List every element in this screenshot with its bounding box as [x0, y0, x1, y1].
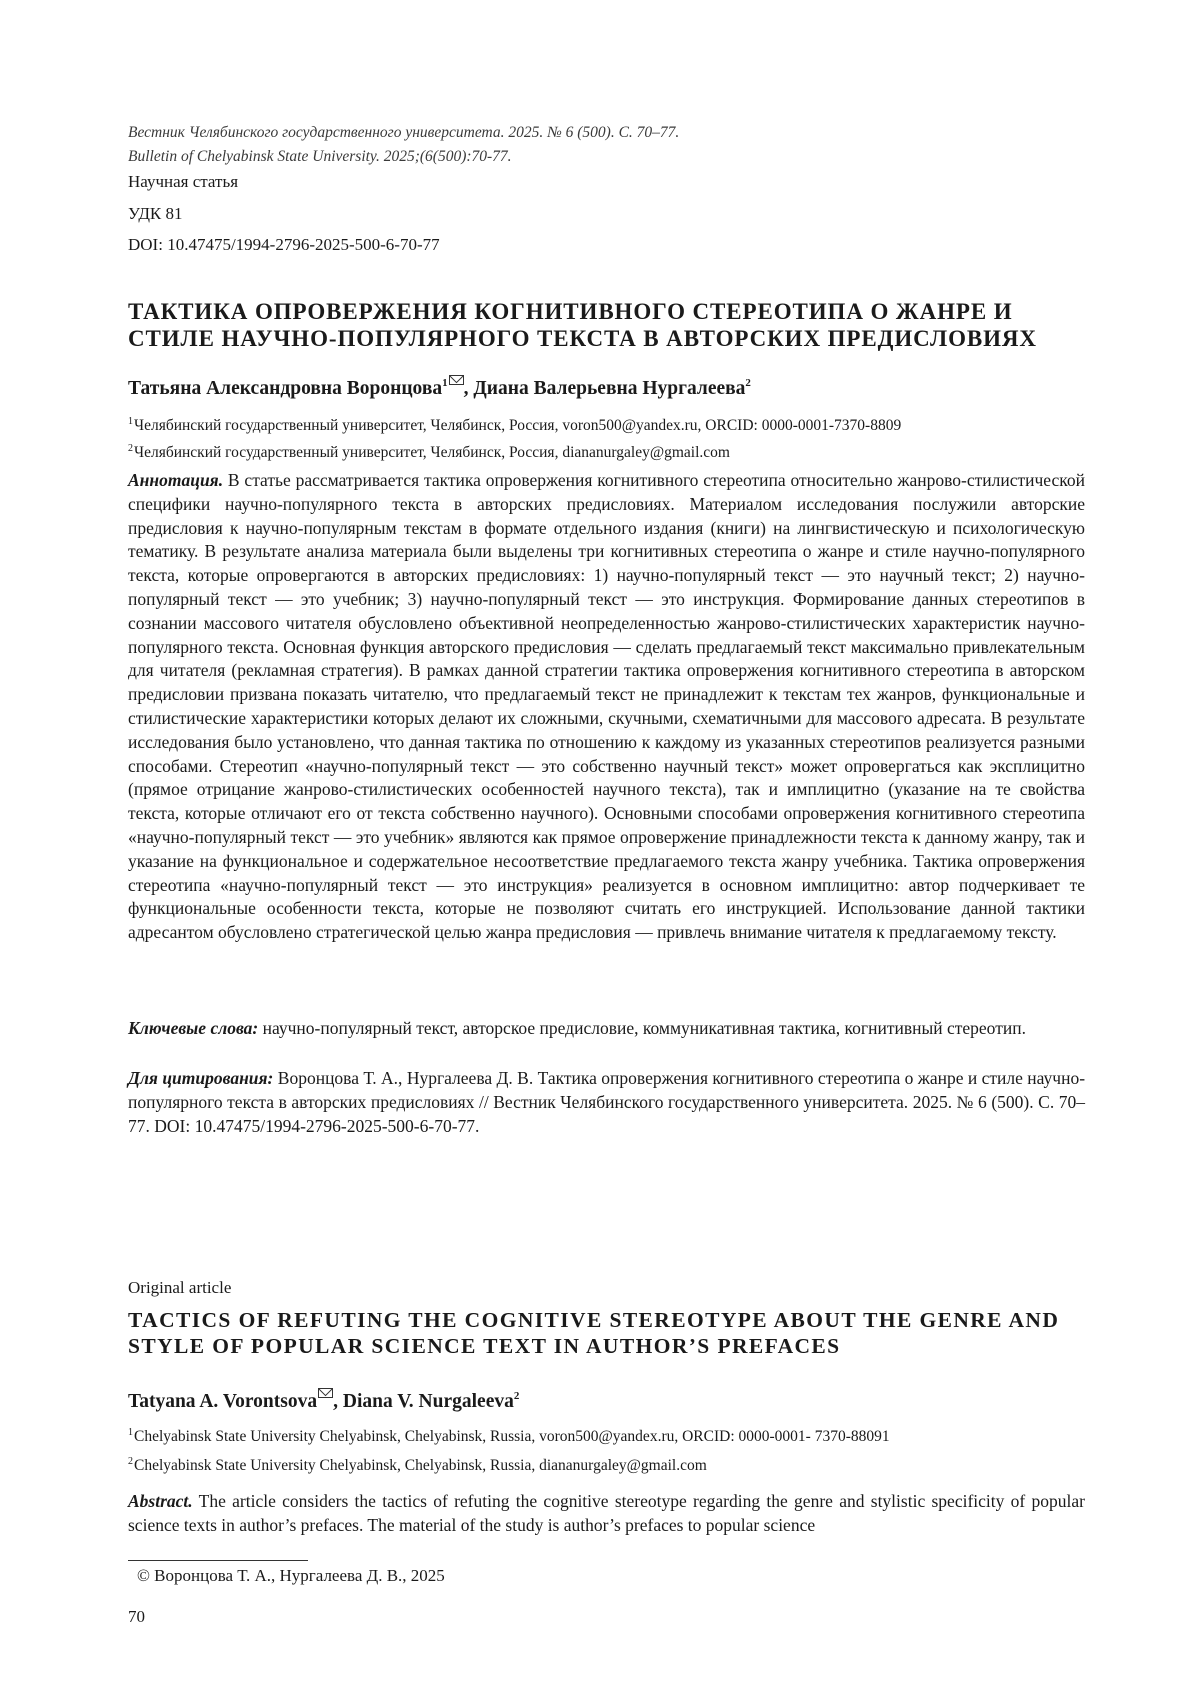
affiliation-2-en: [128, 1452, 1088, 1476]
abstract-ru: [128, 469, 1085, 945]
author-separator-en: ,: [333, 1391, 343, 1412]
page-number: 70: [128, 1607, 145, 1626]
author-2-en: Diana V. Nurgaleeva: [342, 1391, 514, 1412]
doi: DOI: 10.47475/1994-2796-2025-500-6-70-77: [128, 235, 440, 254]
keywords-ru: [128, 1017, 1085, 1041]
abstract-en-label: Abstract.: [128, 1491, 193, 1511]
citation-text: Воронцова Т. А., Нургалеева Д. В. Тактика опровержения когнитивного стереотипа о жанре и стиле научно-популярного текста в авторских предисловиях // Вестник Челябинского государственного университета. 2025. № 6 (500). С. 70–77. DOI: 10.47475/1994-2796-2025-500-6-70-77.: [128, 1068, 1086, 1136]
author-2-en-affiliation-mark: 2: [513, 1390, 520, 1402]
author-2-affiliation-mark: 2: [745, 377, 751, 389]
author-2: Диана Валерьевна Нургалеева: [473, 378, 746, 399]
citation-ru: [128, 1067, 1085, 1138]
envelope-icon: [318, 1388, 333, 1398]
abstract-en: [128, 1490, 1085, 1538]
affiliation-2-mark: 2: [128, 443, 133, 454]
journal-header: [128, 121, 679, 169]
author-1-en: Tatyana A. Vorontsova: [128, 1391, 318, 1412]
citation-label: Для цитирования:: [128, 1068, 274, 1088]
journal-citation-ru: Вестник Челябинского государственного университета. 2025. № 6 (500). С. 70–77.: [128, 124, 680, 141]
abstract-text: В статье рассматривается тактика опровержения когнитивного стереотипа относительно жанрово-стилистической специфики научно-популярного текста в авторских предисловиях. Материалом исследования послужили авторские предисловия к научно-популярным текстам в формате отдельного издания (книги) на лингвистическую и психологическую тематику. В результате анализа материала были выделены три когнитивных стереотипа о жанре и стиле научно-популярного текста, которые опровергаются в авторских предисловиях: 1) научно-популярный текст — это научный текст; 2) научно-популярный текст — это учебник; 3) научно-популярный текст — это инструкция. Формирование данных стереотипов в сознании массового читателя обусловлено объективной неопределенностью жанрово-стилистических характеристик научно-популярного текста. Основная функция авторского предисловия — сделать предлагаемый текст максимально привлекательным для читателя (рекламная стратегия). В рамках данной стратегии тактика опровержения когнитивного стереотипа в авторском предисловии призвана показать читателю, что предлагаемый текст не принадлежит к текстам тех жанров, функциональные и стилистические характеристики которых делают их сложными, скучными, схематичными для массового адресата. В результате исследования было установлено, что данная тактика по отношению к каждому из указанных стереотипов реализуется разными способами. Стереотип «научно-популярный текст — это собственно научный текст» может опровергаться как эксплицитно (прямое отрицание жанрово-стилистических особенностей научного текста), так и имплицитно (указание на те свойства текста, которые отличают его от текста собственно научного). Основными способами опровержения когнитивного стереотипа «научно-популярный текст — это учебник» являются как прямое опровержение принадлежности текста к данному жанру, так и указание на функциональное и содержательное несоответствие предлагаемого текста жанру учебника. Тактика опровержения стереотипа «научно-популярный текст — это инструкция» реализуется в основном имплицитно: автор подчеркивает те функциональные особенности текста, которые не позволяют считать его инструкцией. Использование данной тактики адресантом обусловлено стратегической целью жанра предисловия — привлечь внимание читателя к предлагаемому тексту.: [128, 470, 1086, 943]
authors-en: [128, 1384, 519, 1414]
affiliation-1-ru: [128, 412, 1088, 436]
article-title-ru: ТАКТИКА ОПРОВЕРЖЕНИЯ КОГНИТИВНОГО СТЕРЕОТИПА О ЖАНРЕ И СТИЛЕ НАУЧНО-ПОПУЛЯРНОГО ТЕКСТА В АВТОРСКИХ ПРЕДИСЛОВИЯХ: [128, 299, 1037, 351]
keywords-text: научно-популярный текст, авторское предисловие, коммуникативная тактика, когнитивный стереотип.: [262, 1018, 1026, 1038]
abstract-en-text: The article considers the tactics of refuting the cognitive stereotype regarding the genre and stylistic specificity of popular science texts in author’s prefaces. The material of the study is author’s prefaces to popular science: [128, 1491, 1086, 1535]
affiliation-2-ru: [128, 439, 1088, 463]
affiliation-1-en-text: Chelyabinsk State University Chelyabinsk, Chelyabinsk, Russia, voron500@yandex.ru, ORCID: 0000-0001- 7370-88091: [134, 1428, 890, 1445]
affiliation-2-en-mark: 2: [128, 1456, 133, 1467]
abstract-label: Аннотация.: [128, 470, 224, 490]
article-type-en: Original article: [128, 1278, 232, 1297]
article-type: Научная статья: [128, 172, 239, 191]
authors-ru: [128, 371, 751, 401]
envelope-icon: [449, 375, 464, 385]
journal-citation-en: Bulletin of Chelyabinsk State University. 2025;(6(500):70-77.: [128, 148, 512, 165]
author-separator: ,: [463, 378, 474, 399]
article-title-en: TACTICS OF REFUTING THE COGNITIVE STEREOTYPE ABOUT THE GENRE AND STYLE OF POPULAR SCIENCE TEXT IN AUTHOR’S PREFACES: [128, 1308, 1060, 1358]
udk-code: УДК 81: [128, 204, 183, 223]
affiliation-1-text: Челябинский государственный университет, Челябинск, Россия, voron500@yandex.ru, ORCID: 0000-0001-7370-8809: [134, 417, 902, 434]
affiliation-1-en: [128, 1423, 1088, 1447]
author-1: Татьяна Александровна Воронцова: [128, 378, 443, 399]
affiliation-1-mark: 1: [128, 416, 133, 427]
author-1-affiliation-mark: 1: [442, 377, 448, 389]
footnote-divider: [128, 1560, 308, 1561]
affiliation-1-en-mark: 1: [128, 1427, 133, 1438]
affiliation-2-text: Челябинский государственный университет, Челябинск, Россия, diananurgaley@gmail.com: [134, 444, 730, 461]
affiliation-2-en-text: Chelyabinsk State University Chelyabinsk, Chelyabinsk, Russia, diananurgaley@gmail.com: [134, 1457, 707, 1474]
keywords-label: Ключевые слова:: [128, 1018, 259, 1038]
copyright-footnote: © Воронцова Т. А., Нургалеева Д. В., 2025: [137, 1566, 445, 1585]
